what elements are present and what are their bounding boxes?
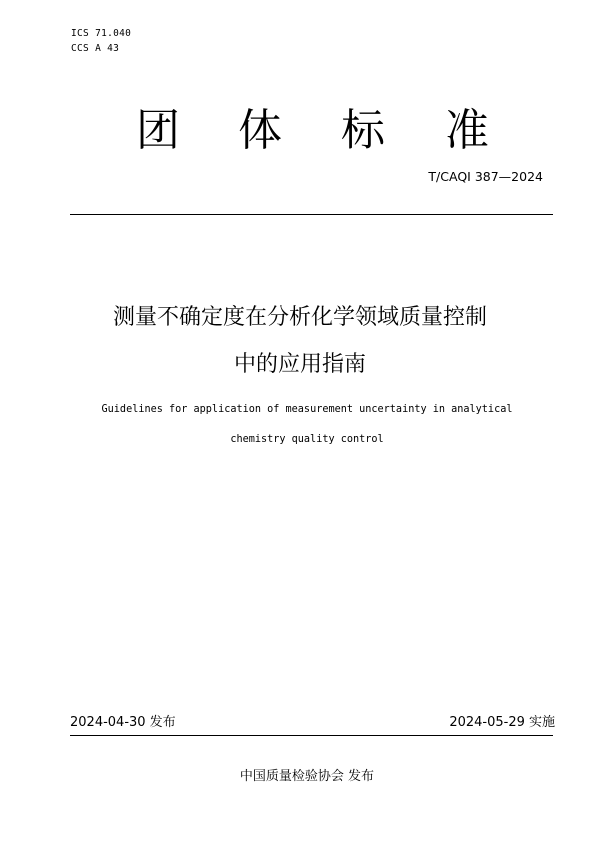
- issue-date: 2024-04-30 发布: [70, 715, 176, 730]
- standard-type-char-1: 团: [136, 105, 180, 156]
- title-english-line-1: Guidelines for application of measurement uncertainty in analytical: [101, 404, 513, 415]
- ics-code: ICS 71.040: [71, 28, 132, 39]
- title-chinese-line-2: 中的应用指南: [233, 352, 366, 377]
- standard-type-heading: [0, 101, 600, 161]
- classification-codes: [71, 26, 131, 56]
- title-english-line-2: chemistry quality control: [230, 434, 384, 445]
- standard-type-char-3: 标: [341, 105, 385, 156]
- standard-type-char-2: 体: [238, 105, 282, 156]
- publisher: 中国质量检验协会 发布: [239, 769, 375, 784]
- standard-number: T/CAQI 387—2024: [428, 169, 543, 184]
- header-divider: [70, 214, 553, 215]
- standard-type-char-4: 准: [445, 105, 489, 156]
- implementation-date: 2024-05-29 实施: [449, 715, 555, 730]
- footer-divider: [70, 735, 553, 736]
- ccs-code: CCS A 43: [71, 43, 120, 54]
- title-chinese-line-1: 测量不确定度在分析化学领域质量控制: [112, 305, 487, 330]
